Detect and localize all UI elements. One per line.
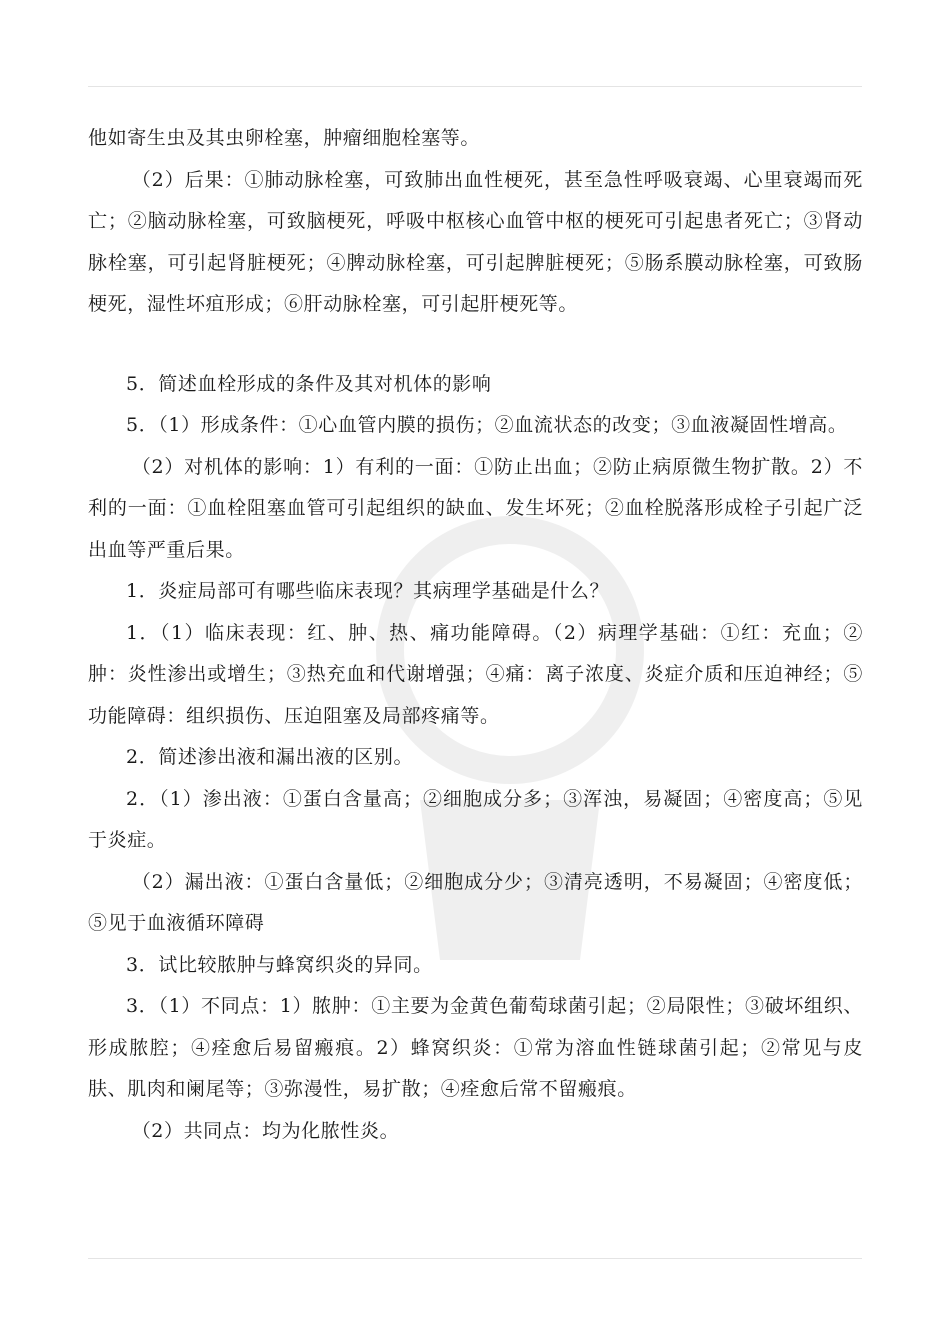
answer-abscess-differences: 3．（1）不同点：1）脓肿：①主要为金黄色葡萄球菌引起；②局限性；③破坏组织、形成脓腔；④痊愈后易留瘢痕。2）蜂窝织炎：①常为溶血性链球菌引起；②常见与皮肤、肌肉和阑尾等；③弥漫性，易扩散；④痊愈后常不留瘢痕。	[88, 995, 863, 1100]
paragraph-gap	[88, 326, 863, 364]
answer-exudate: 2．（1）渗出液：①蛋白含量高；②细胞成分多；③浑浊，易凝固；④密度高；⑤见于炎症。	[88, 787, 863, 851]
answer-transudate: （2）漏出液：①蛋白含量低；②细胞成分少；③清亮透明，不易凝固；④密度低；⑤见于血液循环障碍	[88, 870, 863, 934]
answer-inflammation: 1．（1）临床表现：红、肿、热、痛功能障碍。（2）病理学基础：①红：充血；②肿：炎性渗出或增生；③热充血和代谢增强；④痛：离子浓度、炎症介质和压迫神经；⑤功能障碍：组织损伤、压迫阻塞及局部疼痛等。	[88, 621, 863, 727]
paragraph-consequences: （2）后果：①肺动脉栓塞，可致肺出血性梗死，甚至急性呼吸衰竭、心里衰竭而死亡；②脑动脉栓塞，可致脑梗死，呼吸中枢核心血管中枢的梗死可引起患者死亡；③肾动脉栓塞，可引起肾脏梗死；④脾动脉栓塞，可引起脾脏梗死；⑤肠系膜动脉栓塞，可致肠梗死，湿性坏疽形成；⑥肝动脉栓塞，可引起肝梗死等。	[88, 168, 863, 315]
question-exudate: 2．简述渗出液和漏出液的区别。	[126, 746, 414, 768]
answer-thrombus-conditions: 5．（1）形成条件：①心血管内膜的损伤；②血流状态的改变；③血液凝固性增高。	[126, 414, 848, 436]
header-rule	[88, 86, 862, 87]
document-body	[88, 118, 863, 1152]
question-thrombus: 5．简述血栓形成的条件及其对机体的影响	[126, 372, 492, 395]
question-inflammation: 1．炎症局部可有哪些临床表现？其病理学基础是什么？	[126, 580, 610, 602]
question-abscess: 3．试比较脓肿与蜂窝织炎的异同。	[126, 953, 433, 976]
footer-rule	[88, 1258, 862, 1259]
answer-thrombus-effects: （2）对机体的影响：1）有利的一面：①防止出血；②防止病原微生物扩散。2）不利的一面：①血栓阻塞血管可引起组织的缺血、发生坏死；②血栓脱落形成栓子引起广泛出血等严重后果。	[88, 455, 863, 561]
answer-abscess-common: （2）共同点：均为化脓性炎。	[131, 1119, 400, 1142]
paragraph-continuation: 他如寄生虫及其虫卵栓塞，肿瘤细胞栓塞等。	[88, 127, 481, 149]
